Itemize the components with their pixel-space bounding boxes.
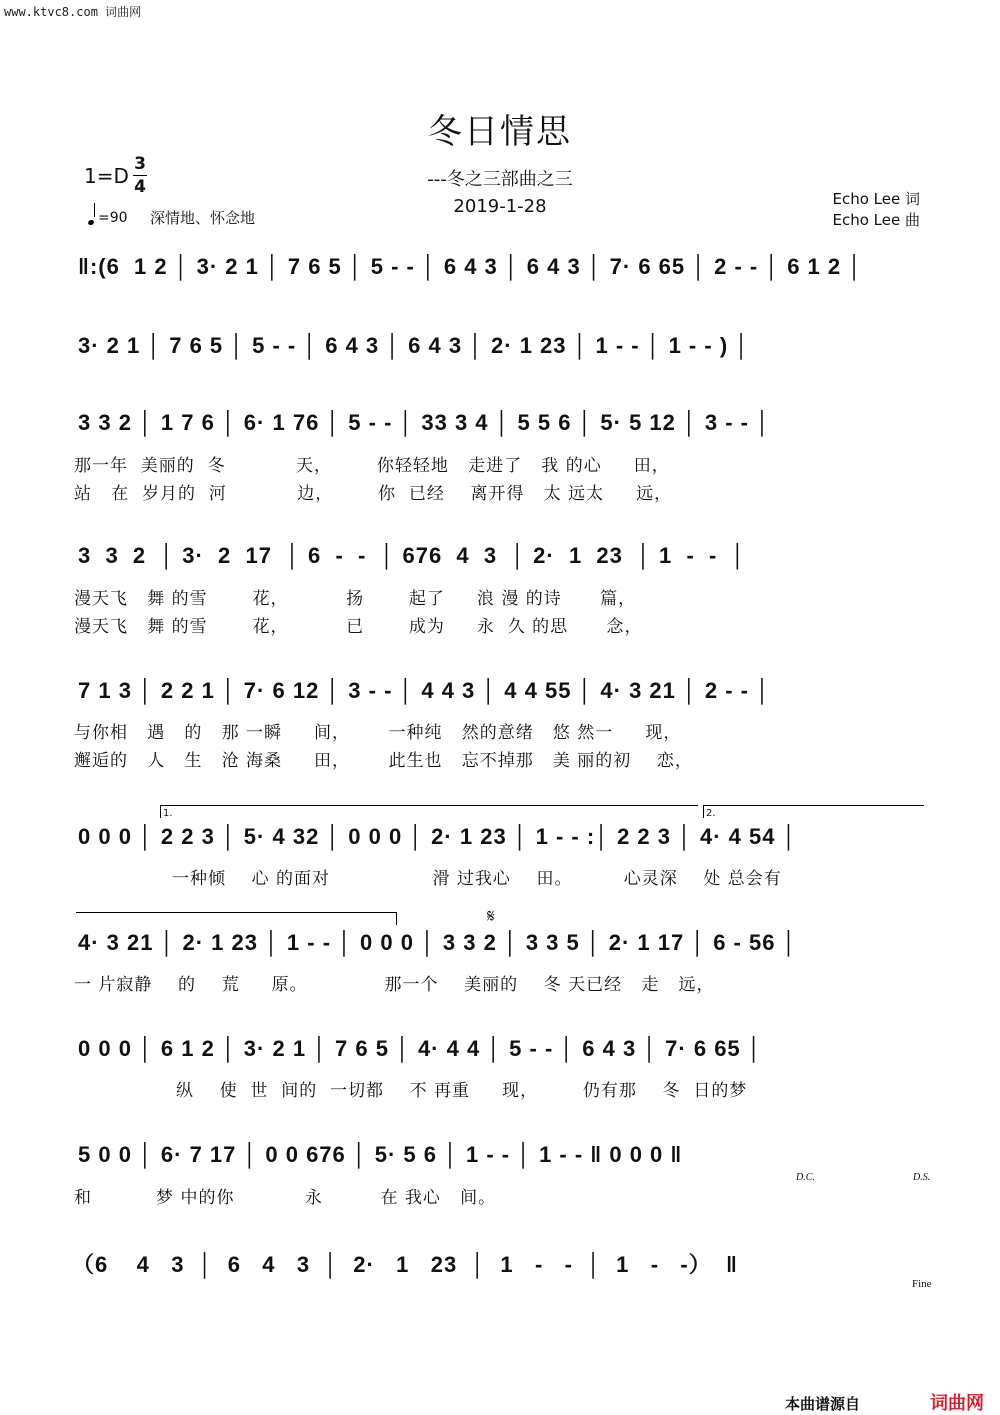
time-signature-divider xyxy=(133,175,147,176)
volta-2-bracket xyxy=(703,805,924,818)
composer-credit: Echo Lee 曲 xyxy=(832,211,920,229)
tempo-marking xyxy=(88,208,128,226)
score-line-8: 0 0 0 │ 6 1 2 │ 3· 2 1 │ 7 6 5 │ 4· 4 4 │ 5 - - │ 6 4 3 │ 7· 6 65 │ xyxy=(78,1036,763,1061)
score-line-3: 3 3 2 │ 1 7 6 │ 6· 1 76 │ 5 - - │ 33 3 4 │ 5 5 6 │ 5· 5 12 │ 3 - - │ xyxy=(78,410,771,435)
ds-marking: D.S. xyxy=(913,1172,931,1183)
watermark: www.ktvc8.com 词曲网 xyxy=(4,5,142,19)
lyricist-credit: Echo Lee 词 xyxy=(832,190,920,208)
score-line-6: 0 0 0 │ 2 2 3 │ 5· 4 32 │ 0 0 0 │ 2· 1 23 │ 1 - - :│ 2 2 3 │ 4· 4 54 │ xyxy=(78,824,798,849)
lyric-line-4a: 漫天飞 舞 的雪 花， 扬 起了 浪 漫 的诗 篇， xyxy=(74,589,637,609)
time-signature xyxy=(133,154,147,197)
volta-2-label: 2. xyxy=(706,808,716,819)
song-subtitle: ---冬之三部曲之三 xyxy=(427,169,573,190)
score-line-10: （6 4 3 │ 6 4 3 │ 2· 1 23 │ 1 - - │ 1 - -） ‖ xyxy=(72,1252,738,1277)
score-line-5: 7 1 3 │ 2 2 1 │ 7· 6 12 │ 3 - - │ 4 4 3 │ 4 4 55 │ 4· 3 21 │ 2 - - │ xyxy=(78,678,771,703)
song-date: 2019-1-28 xyxy=(453,196,547,217)
lyric-line-3b: 站 在 岁月的 河 边， 你 已经 离开得 太 远太 远， xyxy=(74,484,673,504)
lyric-line-5b: 邂逅的 人 生 沧 海桑 田， 此生也 忘不掉那 美 丽的初 恋， xyxy=(74,751,693,771)
volta-1-label: 1. xyxy=(163,808,173,819)
lyric-line-4b: 漫天飞 舞 的雪 花， 已 成为 永 久 的思 念， xyxy=(74,617,643,637)
score-line-1: ‖:(6 1 2 │ 3· 2 1 │ 7 6 5 │ 5 - - │ 6 4 3 │ 6 4 3 │ 7· 6 65 │ 2 - - │ 6 1 2 │ xyxy=(78,254,863,279)
key-signature: 1=D xyxy=(84,164,129,188)
segno-sign: 𝄋 xyxy=(487,906,495,927)
time-signature-bottom: 4 xyxy=(134,177,146,197)
tempo-value: =90 xyxy=(98,210,128,226)
score-line-2: 3· 2 1 │ 7 6 5 │ 5 - - │ 6 4 3 │ 6 4 3 │ 2· 1 23 │ 1 - - │ 1 - - ) │ xyxy=(78,333,751,358)
footer-brand-logo[interactable]: 词曲网 xyxy=(930,1393,984,1414)
lyric-line-3a: 那一年 美丽的 冬 天， 你轻轻地 走进了 我 的心 田， xyxy=(74,456,670,476)
song-title: 冬日情思 xyxy=(428,112,572,152)
score-line-7: 4· 3 21 │ 2· 1 23 │ 1 - - │ 0 0 0 │ 3 3 2 │ 3 3 5 │ 2· 1 17 │ 6 - 56 │ xyxy=(78,930,798,955)
lyric-line-7: 一 片寂静 的 荒 原。 那一个 美丽的 冬 天已经 走 远， xyxy=(74,975,715,995)
lyric-line-9: 和 梦 中的你 永 在 我心 间。 xyxy=(74,1188,497,1208)
note-stem-icon xyxy=(94,203,95,217)
score-line-4: 3 3 2 │ 3· 2 17 │ 6 - - │ 676 4 3 │ 2· 1 23 │ 1 - - │ xyxy=(78,543,747,568)
volta-1-bracket xyxy=(160,805,698,818)
lyric-line-5a: 与你相 遇 的 那 一瞬 间， 一种纯 然的意绪 悠 然一 现， xyxy=(74,723,682,743)
fine-marking: Fine xyxy=(912,1278,932,1290)
footer-source-label: 本曲谱源自 xyxy=(785,1395,861,1413)
lyric-line-6: 一种倾 心 的面对 滑 过我心 田。 心灵深 处 总会有 xyxy=(172,869,782,889)
time-signature-top: 3 xyxy=(134,154,146,174)
expression-marking: 深情地、怀念地 xyxy=(150,209,256,227)
volta-2-continuation xyxy=(76,912,397,925)
dc-marking: D.C. xyxy=(796,1172,815,1183)
score-line-9: 5 0 0 │ 6· 7 17 │ 0 0 676 │ 5· 5 6 │ 1 - - │ 1 - - ‖ 0 0 0 ‖ xyxy=(78,1142,683,1167)
lyric-line-8: 纵 使 世 间的 一切都 不 再重 现， 仍有那 冬 日的梦 xyxy=(176,1081,748,1101)
quarter-note-icon xyxy=(87,219,95,226)
